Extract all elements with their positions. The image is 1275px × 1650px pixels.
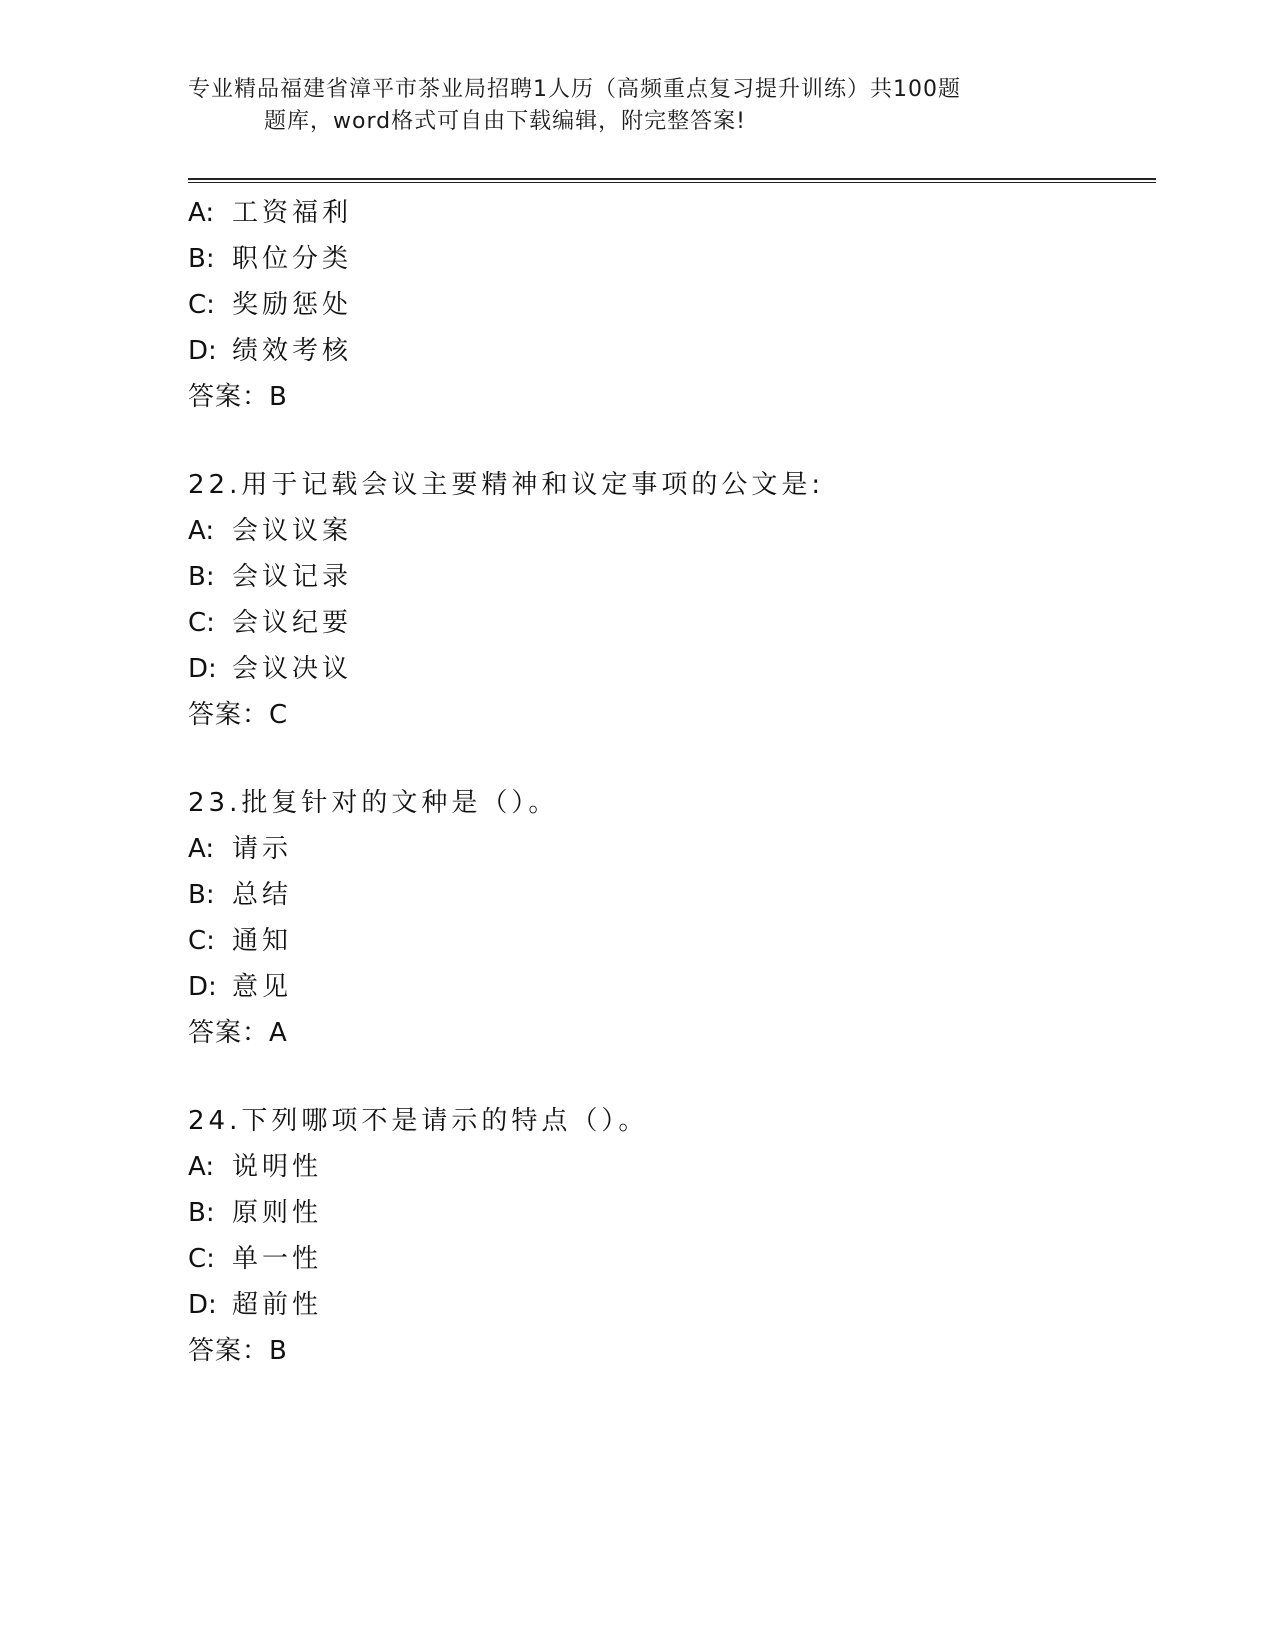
option-key: C: (188, 608, 215, 638)
header-title-line-2: 题库，word格式可自由下载编辑，附完整答案! (264, 109, 746, 134)
option-text: 说明性 (232, 1152, 323, 1182)
question-title: 24.下列哪项不是请示的特点（）。 (188, 1106, 649, 1136)
option-c (188, 282, 1148, 328)
option-a (188, 1144, 1148, 1190)
header-title-line-1: 专业精品福建省漳平市茶业局招聘1人历（高频重点复习提升训练）共100题 (188, 77, 961, 102)
option-key: D: (188, 972, 217, 1002)
question-24 (188, 1098, 1148, 1374)
option-key: A: (188, 1152, 215, 1182)
answer: 答案：C (188, 700, 289, 730)
option-key: D: (188, 1290, 217, 1320)
option-text: 意见 (232, 972, 293, 1002)
spacer (188, 1056, 1148, 1098)
option-d (188, 328, 1148, 374)
option-text: 通知 (232, 926, 293, 956)
question-23 (188, 780, 1148, 1056)
option-key: A: (188, 516, 215, 546)
option-text: 单一性 (232, 1244, 323, 1274)
option-key: C: (188, 290, 215, 320)
option-key: D: (188, 654, 217, 684)
option-d (188, 646, 1148, 692)
option-text: 绩效考核 (232, 336, 353, 366)
option-text: 会议议案 (232, 516, 353, 546)
question-list (188, 190, 1148, 1374)
option-a (188, 508, 1148, 554)
option-key: C: (188, 926, 215, 956)
option-b (188, 872, 1148, 918)
option-text: 工资福利 (232, 198, 353, 228)
option-key: A: (188, 834, 215, 864)
question-title: 23.批复针对的文种是（）。 (188, 788, 559, 818)
answer: 答案：B (188, 382, 288, 412)
option-d (188, 964, 1148, 1010)
option-text: 会议记录 (232, 562, 353, 592)
option-text: 总结 (232, 880, 293, 910)
option-key: A: (188, 198, 215, 228)
option-text: 超前性 (232, 1290, 323, 1320)
option-b (188, 554, 1148, 600)
option-a (188, 190, 1148, 236)
option-key: B: (188, 880, 215, 910)
document-header (188, 74, 1068, 138)
spacer (188, 420, 1148, 462)
option-b (188, 1190, 1148, 1236)
option-a (188, 826, 1148, 872)
option-text: 请示 (232, 834, 293, 864)
question-title: 22.用于记载会议主要精神和议定事项的公文是: (188, 470, 825, 500)
question-22 (188, 462, 1148, 738)
option-c (188, 918, 1148, 964)
option-text: 奖励惩处 (232, 290, 353, 320)
option-d (188, 1282, 1148, 1328)
question-21 (188, 190, 1148, 420)
option-b (188, 236, 1148, 282)
option-key: B: (188, 562, 215, 592)
header-divider (188, 178, 1156, 183)
option-key: B: (188, 1198, 215, 1228)
spacer (188, 738, 1148, 780)
option-key: C: (188, 1244, 215, 1274)
answer: 答案：A (188, 1018, 288, 1048)
option-text: 会议决议 (232, 654, 353, 684)
answer: 答案：B (188, 1336, 288, 1366)
option-key: B: (188, 244, 215, 274)
option-text: 职位分类 (232, 244, 353, 274)
option-c (188, 1236, 1148, 1282)
option-text: 原则性 (232, 1198, 323, 1228)
option-c (188, 600, 1148, 646)
option-text: 会议纪要 (232, 608, 353, 638)
option-key: D: (188, 336, 217, 366)
